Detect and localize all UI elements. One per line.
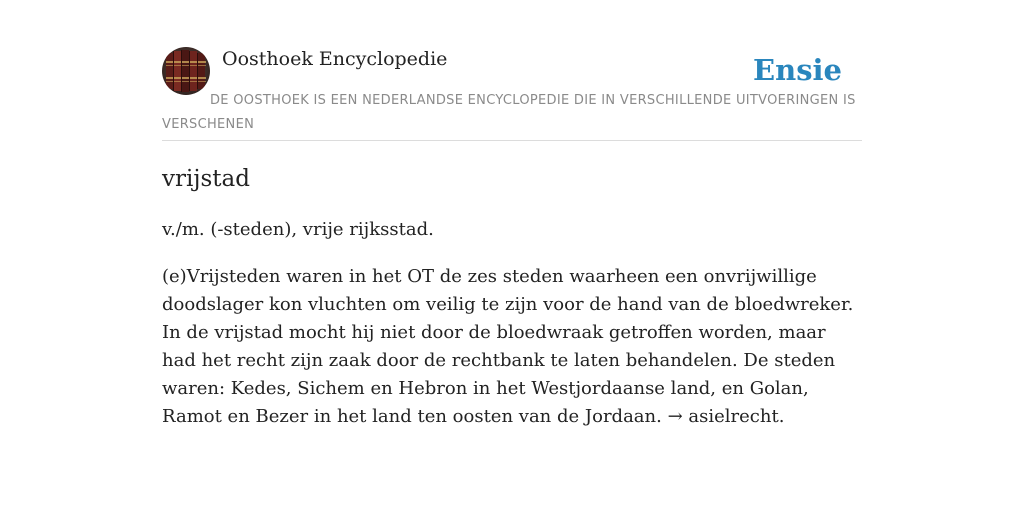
- entry-body-text: (e)Vrijsteden waren in het OT de zes steden waarheen een onvrijwillige doodslager kon vluchten om veilig te zijn voor de hand van de bloedwreker. In de vrijstad mocht hij niet door de bloedwraak getroffen worden, maar had het recht zijn zaak door de rechtbank te laten behandelen. De steden waren: Kedes, Sichem en Hebron in het Westjordaanse land, en Golan, Ramot en Bezer in het land ten oosten van de Jordaan.: [162, 266, 854, 427]
- source-description: DE OOSTHOEK IS EEN NEDERLANDSE ENCYCLOPEDIE DIE IN VERSCHILLENDE UITVOERINGEN IS VERSCHENEN: [162, 93, 856, 132]
- book-spines-icon: [162, 47, 210, 95]
- xref-link-asielrecht[interactable]: asielrecht: [688, 406, 779, 427]
- xref-period: .: [778, 406, 785, 427]
- entry-content: [162, 216, 862, 450]
- ensie-logo-link[interactable]: Ensie: [753, 53, 842, 87]
- source-header: [162, 46, 862, 141]
- source-title[interactable]: Oosthoek Encyclopedie: [222, 48, 448, 70]
- source-avatar[interactable]: [162, 47, 210, 95]
- entry-paragraph: [162, 263, 862, 431]
- entry-title: vrijstad: [162, 166, 250, 192]
- arrow-icon: →: [667, 406, 683, 427]
- entry-definition: v./m. (-steden), vrije rijksstad.: [162, 219, 434, 240]
